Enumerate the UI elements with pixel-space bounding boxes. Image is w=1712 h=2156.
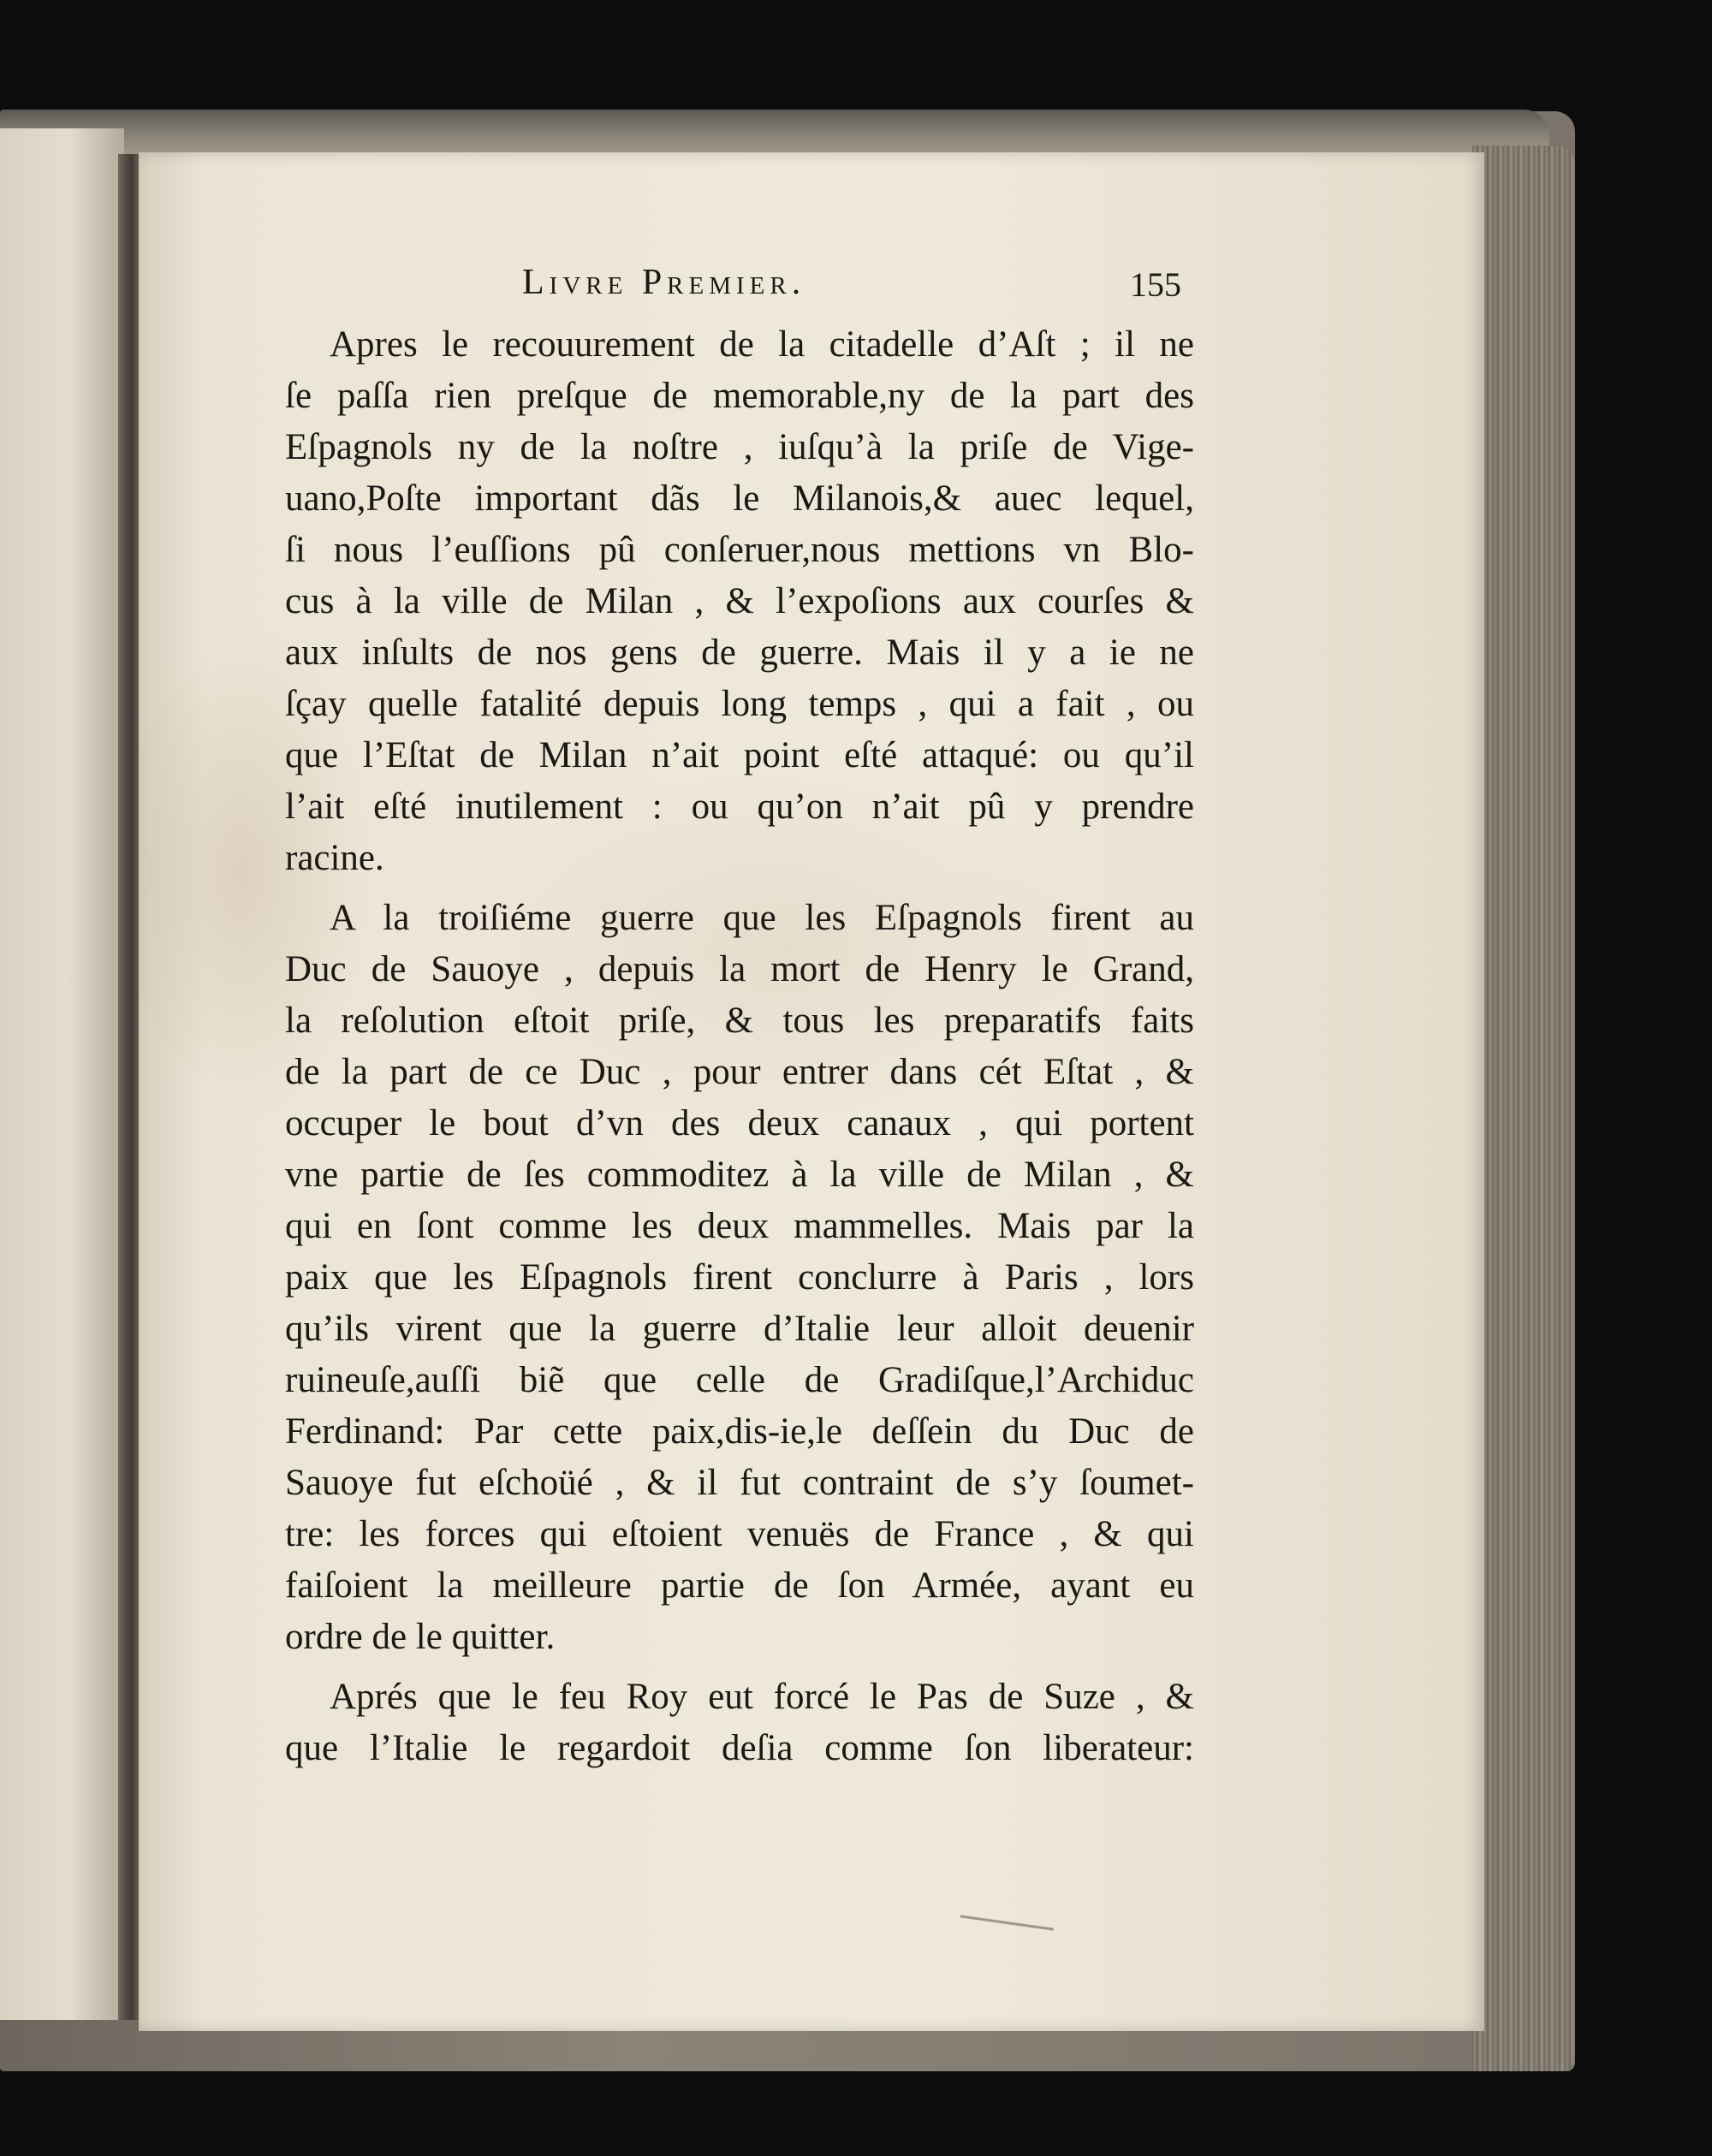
text-line: Ferdinand: Par cette paix,dis-ie,le deſſein du Duc de <box>285 1411 1194 1452</box>
text-line: la reſolution eſtoit priſe, & tous les preparatifs faits <box>285 1001 1194 1041</box>
text-line: uano,Poſte important dãs le Milanois,& auec lequel, <box>285 478 1194 519</box>
page-number: 155 <box>1130 265 1181 304</box>
text-line: qu’ils virent que la guerre d’Italie leur alloit deuenir <box>285 1309 1194 1349</box>
text-line: que l’Italie le regardoit deſia comme ſon liberateur: <box>285 1728 1194 1768</box>
text-line: Aprés que le feu Roy eut forcé le Pas de Suze , & <box>330 1677 1194 1717</box>
text-line: Eſpagnols ny de la noſtre , iuſqu’à la priſe de Vige- <box>285 427 1194 467</box>
book-fore-edge <box>1472 146 1575 2071</box>
text-line: ſe paſſa rien preſque de memorable,ny de la part des <box>285 376 1194 416</box>
text-line: Sauoye fut eſchoüé , & il fut contraint de s’y ſoumet- <box>285 1463 1194 1503</box>
text-line: paix que les Eſpagnols firent conclurre à Paris , lors <box>285 1257 1194 1298</box>
text-line: cus à la ville de Milan , & l’expoſions aux courſes & <box>285 581 1194 621</box>
left-page-edge <box>0 128 124 2020</box>
text-line: de la part de ce Duc , pour entrer dans cét Eſtat , & <box>285 1052 1194 1092</box>
text-line: tre: les forces qui eſtoient venuës de France , & qui <box>285 1514 1194 1554</box>
text-line: faiſoient la meilleure partie de ſon Armée, ayant eu <box>285 1565 1194 1606</box>
text-line: qui en ſont comme les deux mammelles. Mais par la <box>285 1206 1194 1246</box>
text-line: Apres le recouurement de la citadelle d’Aſt ; il ne <box>330 324 1194 365</box>
running-head: Livre Premier. <box>522 263 806 302</box>
text-line: ordre de le quitter. <box>285 1617 556 1657</box>
text-line: ruineuſe,auſſi biẽ que celle de Gradiſque,l’Archiduc <box>285 1360 1194 1400</box>
text-line: aux inſults de nos gens de guerre. Mais il y a ie ne <box>285 633 1194 673</box>
text-line: Duc de Sauoye , depuis la mort de Henry le Grand, <box>285 949 1194 989</box>
text-line: ſçay quelle fatalité depuis long temps , qui a fait , ou <box>285 684 1194 724</box>
text-line: vne partie de ſes commoditez à la ville de Milan , & <box>285 1155 1194 1195</box>
text-line: A la troiſiéme guerre que les Eſpagnols firent au <box>330 898 1194 938</box>
text-line: l’ait eſté inutilement : ou qu’on n’ait pû y prendre <box>285 787 1194 827</box>
text-line: occuper le bout d’vn des deux canaux , qui portent <box>285 1103 1194 1143</box>
text-line: que l’Eſtat de Milan n’ait point eſté attaqué: ou qu’il <box>285 735 1194 775</box>
text-line: ſi nous l’euſſions pû conſeruer,nous mettions vn Blo- <box>285 530 1194 570</box>
text-line: racine. <box>285 838 384 878</box>
